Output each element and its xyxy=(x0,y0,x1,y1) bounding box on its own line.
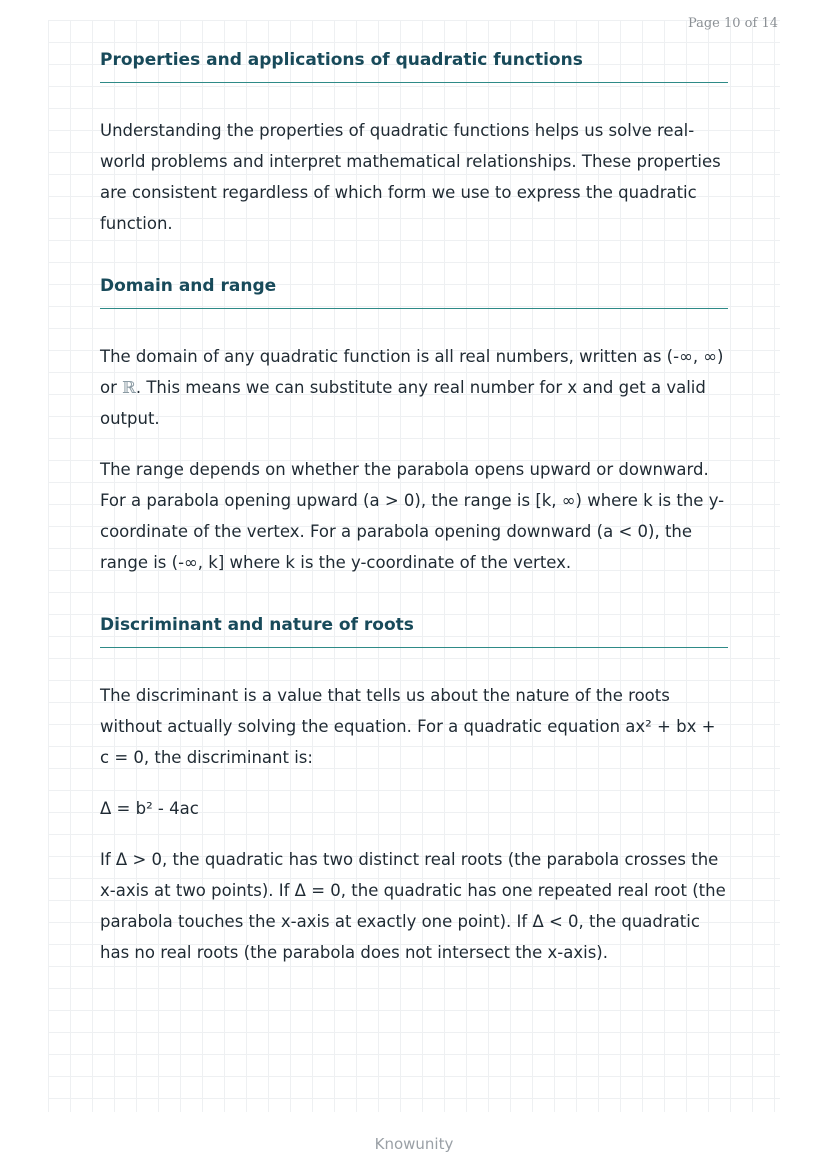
section-heading-properties: Properties and applications of quadratic functions xyxy=(100,40,728,83)
real-numbers-symbol: ℝ xyxy=(122,378,136,397)
page-number: Page 10 of 14 xyxy=(687,16,778,31)
document-body xyxy=(100,40,728,968)
range-paragraph: The range depends on whether the parabola opens upward or downward. For a parabola opening upward (a > 0), the range is [k, ∞) where k is the y-coordinate of the vertex. For a parabola opening downward (a < 0), the range is (-∞, k] where k is the y-coordinate of the vertex. xyxy=(100,460,725,572)
roots-paragraph: If Δ > 0, the quadratic has two distinct real roots (the parabola crosses the x-axis at two points). If Δ = 0, the quadratic has one repeated real root (the parabola touches the x-axis at exactly one point). If Δ < 0, the quadratic has no real roots (the parabola does not intersect the x-axis). xyxy=(100,850,726,962)
intro-paragraph: Understanding the properties of quadratic functions helps us solve real-world problems and interpret mathematical relationships. These properties are consistent regardless of which form we use to express the quadratic function. xyxy=(100,121,721,233)
section-heading-domain-range: Domain and range xyxy=(100,266,728,309)
discriminant-formula: Δ = b² - 4ac xyxy=(100,799,199,818)
domain-text-start: The domain of any quadratic function is all real numbers, written as (-∞, ∞) or xyxy=(100,347,724,397)
section-heading-discriminant: Discriminant and nature of roots xyxy=(100,605,728,648)
footer-brand: Knowunity xyxy=(374,1135,454,1153)
domain-paragraph xyxy=(100,341,728,434)
discriminant-paragraph: The discriminant is a value that tells us about the nature of the roots without actually solving the equation. For a quadratic equation ax² + bx + c = 0, the discriminant is: xyxy=(100,686,716,767)
domain-text-end: . This means we can substitute any real number for x and get a valid output. xyxy=(100,378,706,428)
